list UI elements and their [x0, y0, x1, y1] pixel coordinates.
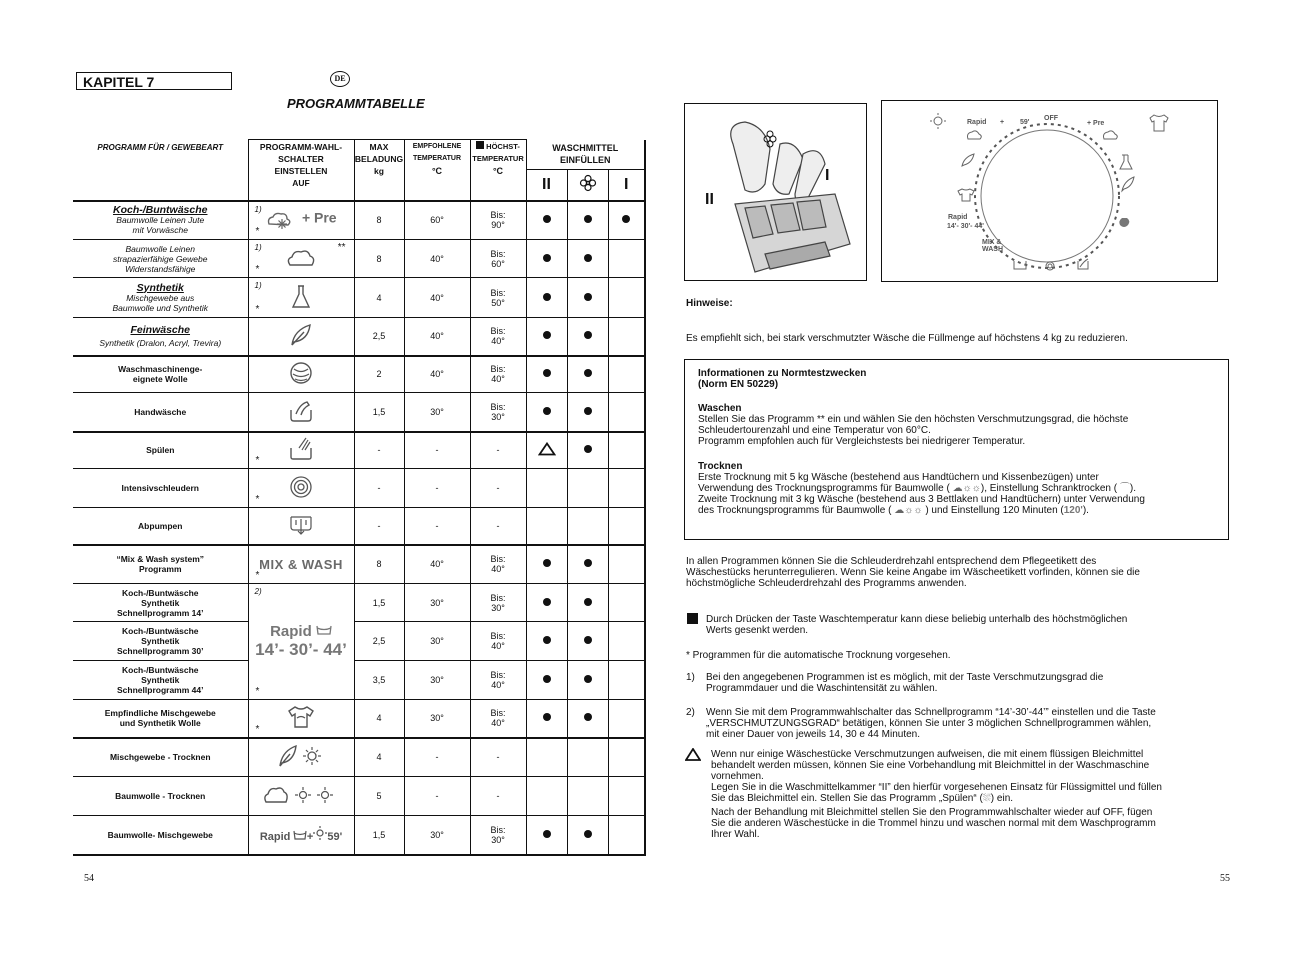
cotton-dry-icon — [263, 782, 339, 808]
tub-icon — [293, 830, 307, 840]
rinse-icon — [288, 436, 314, 462]
temperature-note: Durch Drücken der Taste Waschtemperatur kann diese beliebig unterhalb des höchstmöglichen Werts gesenkt werden. — [706, 614, 1128, 636]
table-row: Koch-/Buntwäsche Synthetik Schnellprogramm 30’ 2,5 30° Bis: 40° — [73, 622, 645, 661]
spin-note: In allen Programmen können Sie die Schleuderdrehzahl entsprechend dem Pflegeetikett des Wäschestücks herunterregulieren. Wenn Sie keine Angabe im Wäscheetikett vorfinden, können sie die höchstmögliche Schleuderdrehzahl des Programms anwenden. — [686, 556, 1140, 589]
note-2-num: 2) — [686, 707, 695, 718]
svg-text:+: + — [1000, 119, 1005, 126]
header-selector: PROGRAMM-WAHL- SCHALTER EINSTELLEN AUF — [248, 140, 354, 201]
dial-figure — [881, 100, 1218, 282]
dispenser-label-I: I — [825, 167, 830, 184]
cotton-cloud-icon — [286, 247, 316, 269]
table-row: Baumwolle - Trocknen 5 - - — [73, 777, 645, 816]
page-title: PROGRAMMTABELLE — [287, 96, 425, 111]
rapid-times: 14’- 30’- 44’ — [255, 640, 347, 659]
table-row: Mischgewebe - Trocknen 4 - - — [73, 738, 645, 777]
dispenser-figure — [684, 103, 867, 281]
star-note: * Programmen für die automatische Trocknung vorgesehen. — [686, 650, 951, 661]
header-detergent: WASCHMITTEL EINFÜLLEN — [526, 140, 645, 170]
svg-text:WASH: WASH — [982, 246, 1003, 253]
page-number-left: 54 — [84, 873, 94, 884]
warning-triangle-icon — [685, 748, 701, 766]
table-row: Waschmaschinenge- eignete Wolle 2 40° Bis: 40° — [73, 356, 645, 393]
note-1-num: 1) — [686, 672, 695, 683]
tip-text: Es empfiehlt sich, bei stark verschmutzter Wäsche die Füllmenge auf höchstens 4 kg zu reduzieren. — [686, 333, 1128, 344]
svg-text:59': 59' — [1020, 119, 1030, 126]
wool-icon — [288, 360, 314, 386]
header-max-load: MAX BELADUNG kg — [354, 140, 404, 201]
norm-info-box: Informationen zu Normtestzwecken (Norm EN 50229) Waschen Stellen Sie das Programm ** ein und wählen Sie den höchsten Verschmutzungsgrad, die höchste Schleudertourenzahl und eine Temperatur von 60°C. Programm empfohlen auch für Vergleichstests bei niedrigerer Temperatur. Trocknen Erste Trocknung mit 5 kg Wäsche (bestehend aus Handtüchern und Kissenbezügen) unter Verwendung des Trocknungsprogramms für Baumwolle ( ☁☼☼), Einstellung Schranktrocken ( ⌒). Zweite Trocknung mit 3 kg Wäsche (bestehend aus 3 Bettlaken und Handtüchern) unter Verwendung des Trocknungsprogramms für Baumwolle ( ☁☼☼ ) und Einstellung 120 Minuten (120'). — [684, 359, 1229, 540]
language-badge: DE — [330, 71, 350, 87]
handwash-icon — [288, 398, 314, 424]
table-row: Empfindliche Mischgewebe und Synthetik Wolle * 4 30° Bis: 40° — [73, 700, 645, 738]
mix-wash-symbol: MIX & WASH — [259, 556, 343, 572]
synthetic-dry-icon — [276, 743, 326, 769]
table-row: Synthetik Mischgewebe aus Baumwolle und Synthetik 1) * 4 40° Bis: 50° — [73, 278, 645, 318]
table-row: Feinwäsche Synthetik (Dralon, Acryl, Trevira) 2,5 40° Bis: 40° — [73, 318, 645, 356]
spin-icon — [288, 474, 314, 500]
table-row: Koch-/Buntwäsche Synthetik Schnellprogramm 14’ 2) * Rapid 14’- 30’- 44’ 1,5 30° Bis: 30° — [73, 584, 645, 622]
svg-text:MIX &: MIX & — [982, 239, 1002, 246]
chapter-label: KAPITEL 7 — [76, 72, 232, 90]
table-row: Koch-/Buntwäsche Synthetik Schnellprogramm 44’ 3,5 30° Bis: 40° — [73, 661, 645, 700]
header-program: PROGRAMM FÜR / GEWEBEART — [73, 140, 248, 201]
note-2: Wenn Sie mit dem Programmwahlschalter das Schnellprogramm “14’-30’-44’” einstellen und die Taste „VERSCHMUTZUNGSGRAD“ betätigen, können Sie unter 3 möglichen Schnellprogrammen wählen, mit einer Dauer von jeweils 14, 30 e 44 Minuten. — [706, 707, 1156, 740]
table-row: Abpumpen - - - — [73, 508, 645, 545]
note-1: Bei den angegebenen Programmen ist es möglich, mit der Taste Verschmutzungsgrad die Programmdauer und die Waschintensität zu wählen. — [706, 672, 1104, 694]
detergent-col-I: I — [608, 170, 645, 201]
svg-text:OFF: OFF — [1044, 115, 1058, 122]
prewash-icon — [265, 209, 299, 231]
svg-text:14'- 30'- 44': 14'- 30'- 44' — [947, 223, 984, 230]
feather-icon — [288, 322, 314, 348]
svg-text:+ Pre: + Pre — [1087, 120, 1105, 127]
shirt-icon — [286, 704, 316, 730]
page-number-right: 55 — [1220, 873, 1230, 884]
svg-text:Rapid: Rapid — [967, 119, 987, 126]
drain-icon — [288, 514, 314, 536]
tub-icon — [316, 624, 332, 636]
table-row: Koch-/Buntwäsche Baumwolle Leinen Jute mit Vorwäsche 1) * + Pre 8 60° Bis: 90° — [73, 201, 645, 240]
header-max-temp: HÖCHST- TEMPERATUR °C — [470, 140, 526, 201]
svg-text:Rapid: Rapid — [948, 214, 968, 221]
detergent-col-II: II — [526, 170, 567, 201]
table-row: Baumwolle Leinen strapazierfähige Gewebe Widerstandsfähige 1) * ** 8 40° Bis: 60° — [73, 240, 645, 278]
table-row: Handwäsche 1,5 30° Bis: 30° — [73, 393, 645, 432]
warning-triangle-icon — [538, 442, 556, 456]
rapid-label: Rapid — [249, 623, 354, 640]
temperature-square-icon — [687, 613, 698, 624]
program-table — [73, 139, 646, 856]
header-temp: EMPFOHLENE TEMPERATUR °C — [404, 140, 470, 201]
table-row: Spülen * - - - — [73, 432, 645, 469]
table-row: “Mix & Wash system” Programm * MIX & WASH 8 40° Bis: 40° — [73, 545, 645, 584]
bleach-note: Wenn nur einige Wäschestücke Verschmutzungen aufweisen, die mit einem flüssigen Bleichmittel behandelt werden müssen, können Sie eine Vorbehandlung mit Bleichmittel in der Waschmaschine vornehmen. Legen Sie in die Waschmittelkammer “II” den hierfür vorgesehenen Einsatz für Flüssigmittel und füllen Sie das Bleichmittel ein. Stellen Sie das Programm „Spülen“ (⛆) ein. Nach der Behandlung mit Bleichmittel stellen Sie den Programmwahlschalter wieder auf OFF, fügen Sie die anderen Wäschestücke in die Trommel hinzu und waschen normal mit dem Waschprogramm Ihrer Wahl. — [711, 749, 1162, 840]
dispenser-label-II: II — [705, 191, 714, 208]
flask-icon — [290, 284, 312, 310]
hinweise-heading: Hinweise: — [686, 298, 733, 309]
sun-icon — [313, 826, 327, 840]
flower-icon — [567, 170, 608, 201]
table-row: Intensivschleudern * - - - — [73, 469, 645, 508]
table-row: Baumwolle- Mischgewebe Rapid + 59' 1,5 30° Bis: 30° — [73, 816, 645, 855]
